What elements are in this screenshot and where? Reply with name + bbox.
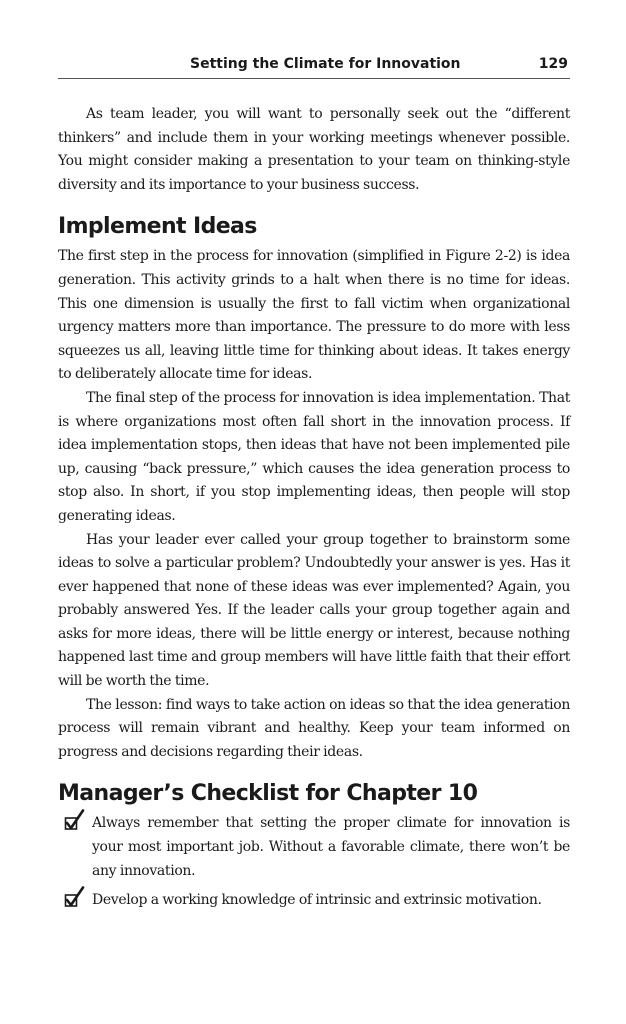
checklist-item	[58, 812, 570, 883]
book-page	[58, 54, 570, 919]
running-title: Setting the Climate for Innovation	[190, 56, 461, 72]
managers-checklist	[58, 812, 570, 912]
running-header	[58, 54, 570, 79]
section-heading-implement-ideas: Implement Ideas	[58, 214, 257, 240]
implement-paragraph-1: The first step in the process for innovation (simplified in Figure 2-2) is idea generation. This activity grinds to a halt when there is no time for ideas. This one dimension is usually the first to fall victim when organizational urgency matters more than importance. The pressure to do more with less squeezes us all, leaving little time for thinking about ideas. It takes energy to deliberately allocate time for ideas.	[58, 248, 570, 383]
implement-paragraph-2: The final step of the process for innovation is idea implementation. That is where organizations most often fall short in the innovation process. If idea implementation stops, then ideas that have not been implemented pile up, causing “back pressure,” which causes the idea generation process to stop also. In short, if you stop implementing ideas, then people will stop generating ideas.	[58, 389, 570, 524]
checkbox-check-icon	[64, 809, 86, 833]
checkbox-check-icon	[64, 886, 86, 910]
checklist-item-text: Develop a working knowledge of intrinsic and extrinsic motivation.	[92, 892, 542, 909]
checklist-item-text: Always remember that setting the proper climate for innovation is your most important job. Without a favorable climate, there won’t be any innovation.	[92, 815, 570, 879]
section-heading-managers-checklist: Manager’s Checklist for Chapter 10	[58, 781, 478, 807]
implement-paragraph-4: The lesson: find ways to take action on ideas so that the idea generation process will remain vibrant and healthy. Keep your team informed on progress and decisions regarding their ideas.	[58, 696, 570, 760]
page-number: 129	[538, 56, 568, 72]
checklist-item	[58, 889, 570, 913]
implement-paragraph-3: Has your leader ever called your group together to brainstorm some ideas to solve a particular problem? Undoubtedly your answer is yes. Has it ever happened that none of these ideas was ever implemented? Again, you probably answered Yes. If the leader calls your group together again and asks for more ideas, there will be little energy or interest, because nothing happened last time and group members will have little faith that their effort will be worth the time.	[58, 531, 570, 690]
intro-paragraph: As team leader, you will want to personally seek out the “different thinkers” and include them in your working meetings whenever possible. You might consider making a presentation to your team on thinking-style diversity and its importance to your business success.	[58, 106, 570, 193]
